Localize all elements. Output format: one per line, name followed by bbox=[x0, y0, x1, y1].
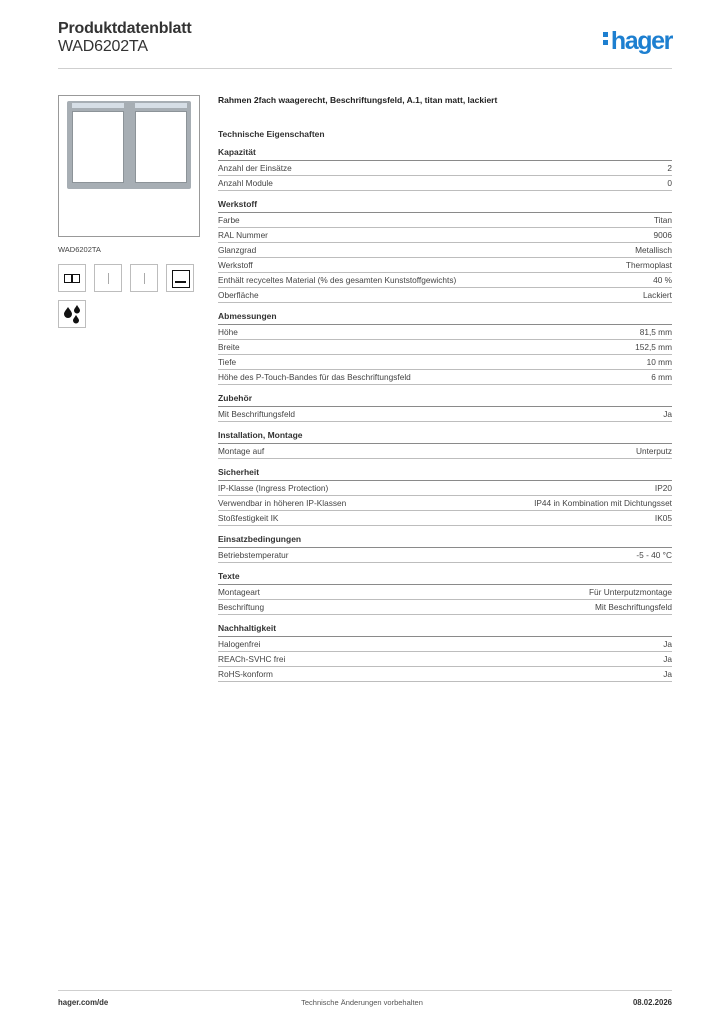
spec-value: Ja bbox=[663, 639, 672, 649]
footer-date: 08.02.2026 bbox=[632, 998, 672, 1007]
spec-label: Betriebstemperatur bbox=[218, 550, 289, 560]
section-title: Einsatzbedingungen bbox=[218, 534, 672, 548]
product-sidebar bbox=[58, 95, 208, 328]
spec-label: Stoßfestigkeit IK bbox=[218, 513, 279, 523]
spec-section bbox=[218, 430, 672, 459]
spec-row bbox=[218, 213, 672, 228]
hager-logo[interactable] bbox=[603, 27, 672, 56]
section-title: Abmessungen bbox=[218, 311, 672, 325]
section-title: Kapazität bbox=[218, 147, 672, 161]
spec-section bbox=[218, 623, 672, 682]
spec-label: RAL Nummer bbox=[218, 230, 268, 240]
spec-label: Montage auf bbox=[218, 446, 265, 456]
spec-row bbox=[218, 585, 672, 600]
spec-section bbox=[218, 467, 672, 526]
spec-label: Enthält recyceltes Material (% des gesamten Kunststoffgewichts) bbox=[218, 275, 457, 285]
spec-row bbox=[218, 258, 672, 273]
spec-label: REACh-SVHC frei bbox=[218, 654, 286, 664]
spec-label: Halogenfrei bbox=[218, 639, 261, 649]
document-title: Produktdatenblatt bbox=[58, 20, 192, 37]
section-title: Sicherheit bbox=[218, 467, 672, 481]
spec-label: Mit Beschriftungsfeld bbox=[218, 409, 296, 419]
spec-row bbox=[218, 667, 672, 682]
spec-label: Höhe bbox=[218, 327, 238, 337]
spec-label: Montageart bbox=[218, 587, 260, 597]
vertical-line-icon bbox=[94, 264, 122, 292]
spec-value: 0 bbox=[667, 178, 672, 188]
image-caption: WAD6202TA bbox=[58, 245, 101, 254]
spec-label: Breite bbox=[218, 342, 240, 352]
spec-row bbox=[218, 407, 672, 422]
section-title: Zubehör bbox=[218, 393, 672, 407]
spec-label: Glanzgrad bbox=[218, 245, 257, 255]
page-header bbox=[58, 20, 672, 68]
spec-label: IP-Klasse (Ingress Protection) bbox=[218, 483, 329, 493]
vertical-line-icon bbox=[130, 264, 158, 292]
spec-row bbox=[218, 161, 672, 176]
spec-row bbox=[218, 243, 672, 258]
spec-label: RoHS-konform bbox=[218, 669, 273, 679]
spec-value: 81,5 mm bbox=[639, 327, 672, 337]
spec-value: Metallisch bbox=[635, 245, 672, 255]
spec-row bbox=[218, 511, 672, 526]
spec-label: Höhe des P-Touch-Bandes für das Beschriftungsfeld bbox=[218, 372, 411, 382]
spec-label: Anzahl der Einsätze bbox=[218, 163, 292, 173]
spec-row bbox=[218, 325, 672, 340]
frame-picture bbox=[67, 101, 191, 189]
section-title: Installation, Montage bbox=[218, 430, 672, 444]
spec-label: Anzahl Module bbox=[218, 178, 273, 188]
spec-value: Lackiert bbox=[642, 290, 672, 300]
spec-label: Farbe bbox=[218, 215, 240, 225]
spec-value: 9006 bbox=[653, 230, 672, 240]
spec-sections bbox=[218, 147, 672, 682]
footer-website-link[interactable]: hager.com/de bbox=[58, 998, 109, 1007]
spec-row bbox=[218, 637, 672, 652]
feature-icons bbox=[58, 264, 208, 292]
spec-value: 2 bbox=[667, 163, 672, 173]
spec-value: 6 mm bbox=[651, 372, 672, 382]
spec-row bbox=[218, 370, 672, 385]
logo-text: hager bbox=[610, 27, 672, 55]
two-gang-icon bbox=[58, 264, 86, 292]
spec-value: Für Unterputzmontage bbox=[588, 587, 672, 597]
spec-section bbox=[218, 393, 672, 422]
spec-value: Thermoplast bbox=[625, 260, 672, 270]
spec-label: Verwendbar in höheren IP-Klassen bbox=[218, 498, 347, 508]
spec-label: Werkstoff bbox=[218, 260, 253, 270]
spec-value: IP44 in Kombination mit Dichtungsset bbox=[534, 498, 672, 508]
product-number: WAD6202TA bbox=[58, 38, 148, 55]
water-drops-icon bbox=[58, 300, 86, 328]
header-divider bbox=[58, 68, 672, 69]
spec-row bbox=[218, 444, 672, 459]
product-details bbox=[218, 95, 672, 682]
spec-value: Unterputz bbox=[636, 446, 672, 456]
spec-row bbox=[218, 496, 672, 511]
spec-row bbox=[218, 288, 672, 303]
spec-label: Oberfläche bbox=[218, 290, 259, 300]
spec-label: Beschriftung bbox=[218, 602, 265, 612]
spec-value: Ja bbox=[663, 409, 672, 419]
section-title: Nachhaltigkeit bbox=[218, 623, 672, 637]
spec-row bbox=[218, 355, 672, 370]
product-description: Rahmen 2fach waagerecht, Beschriftungsfeld, A.1, titan matt, lackiert bbox=[218, 95, 498, 105]
logo-dots-icon bbox=[603, 29, 609, 48]
spec-row bbox=[218, 548, 672, 563]
spec-value: IK05 bbox=[654, 513, 672, 523]
spec-section bbox=[218, 199, 672, 303]
label-field-icon bbox=[166, 264, 194, 292]
product-image bbox=[58, 95, 200, 237]
spec-section bbox=[218, 534, 672, 563]
spec-row bbox=[218, 481, 672, 496]
spec-section bbox=[218, 571, 672, 615]
footer-notice: Technische Änderungen vorbehalten bbox=[301, 998, 423, 1007]
spec-value: 10 mm bbox=[646, 357, 672, 367]
spec-value: 40 % bbox=[653, 275, 672, 285]
spec-label: Tiefe bbox=[218, 357, 237, 367]
spec-value: 152,5 mm bbox=[635, 342, 672, 352]
spec-row bbox=[218, 228, 672, 243]
spec-value: Ja bbox=[663, 654, 672, 664]
spec-row bbox=[218, 273, 672, 288]
technical-heading: Technische Eigenschaften bbox=[218, 129, 325, 139]
spec-value: -5 - 40 °C bbox=[636, 550, 672, 560]
spec-value: IP20 bbox=[654, 483, 672, 493]
spec-row bbox=[218, 652, 672, 667]
spec-row bbox=[218, 340, 672, 355]
spec-value: Titan bbox=[653, 215, 672, 225]
spec-value: Mit Beschriftungsfeld bbox=[594, 602, 672, 612]
spec-row bbox=[218, 600, 672, 615]
spec-section bbox=[218, 147, 672, 191]
spec-value: Ja bbox=[663, 669, 672, 679]
section-title: Texte bbox=[218, 571, 672, 585]
footer-divider bbox=[58, 990, 672, 991]
spec-section bbox=[218, 311, 672, 385]
section-title: Werkstoff bbox=[218, 199, 672, 213]
spec-row bbox=[218, 176, 672, 191]
